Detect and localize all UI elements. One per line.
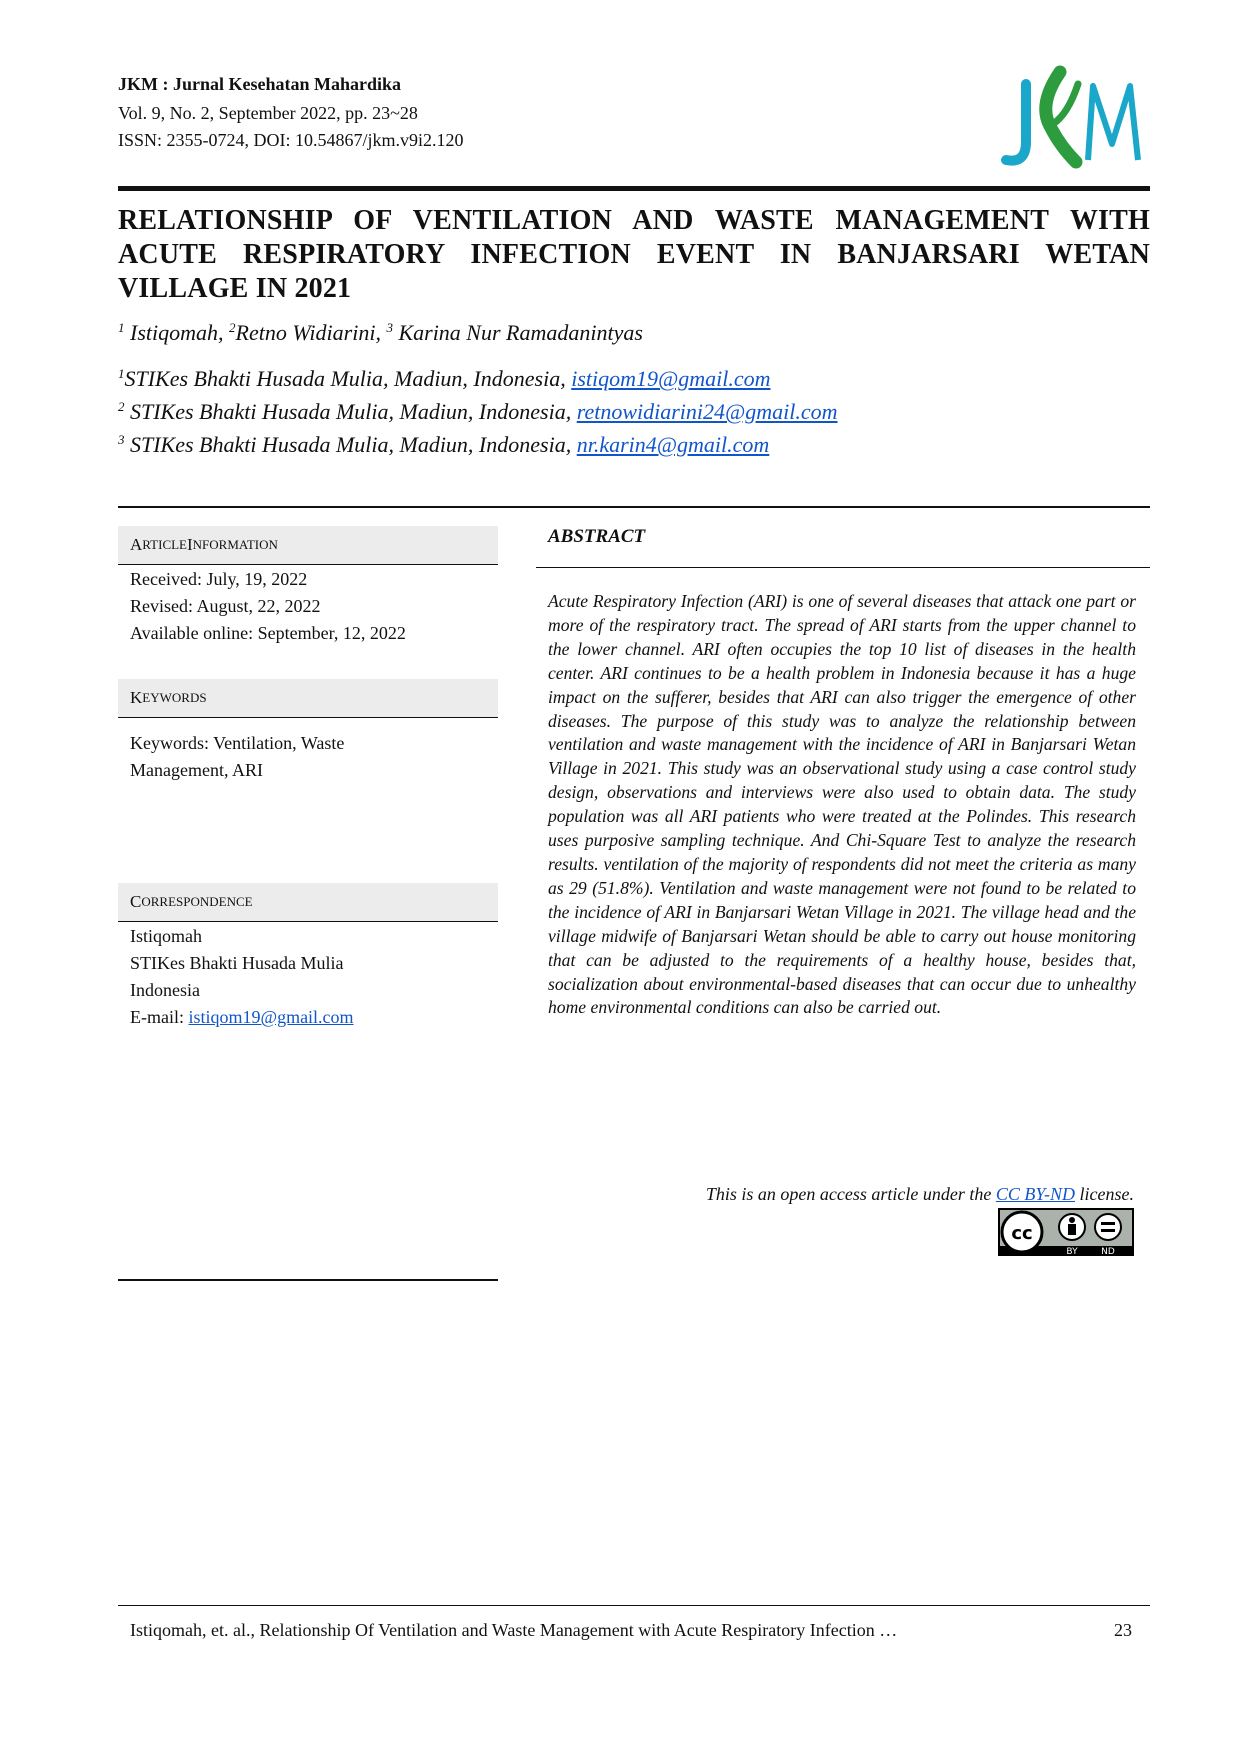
email-label: E-mail: xyxy=(130,1007,189,1027)
author-1: Istiqomah, xyxy=(124,320,229,345)
email-link[interactable]: istiqom19@gmail.com xyxy=(188,1007,354,1027)
email-link[interactable]: istiqom19@gmail.com xyxy=(571,366,771,391)
keywords-heading xyxy=(118,679,498,717)
journal-name: JKM : Jurnal Kesehatan Mahardika xyxy=(118,74,402,94)
section-rule xyxy=(118,921,498,922)
heading-cap: I xyxy=(187,535,193,554)
nd-label: ND xyxy=(1101,1247,1115,1256)
page-number: 23 xyxy=(1114,1620,1132,1640)
section-rule xyxy=(118,506,1150,508)
received-date: Received: July, 19, 2022 xyxy=(130,569,308,589)
email-link[interactable]: retnowidiarini24@gmail.com xyxy=(576,399,838,424)
heading-cap: C xyxy=(130,892,142,911)
journal-issn: ISSN: 2355-0724, DOI: 10.54867/jkm.v9i2.120 xyxy=(118,130,464,150)
abstract-heading: ABSTRACT xyxy=(548,526,646,547)
heading-cap: A xyxy=(130,535,143,554)
footer-rule xyxy=(118,1605,1150,1606)
heading-rest: RTICLE xyxy=(142,537,187,552)
heading-rest: EYWORDS xyxy=(142,690,207,705)
paper-title: RELATIONSHIP OF VENTILATION AND WASTE MANAGEMENT WITH ACUTE RESPIRATORY INFECTION EVENT IN BANJARSARI WETAN VILLAGE IN 2021 xyxy=(118,205,1150,304)
nd-icon xyxy=(1095,1214,1121,1240)
license-link[interactable]: CC BY-ND xyxy=(995,1184,1076,1204)
article-info-heading xyxy=(118,526,498,564)
available-date: Available online: September, 12, 2022 xyxy=(130,623,406,643)
license-prefix: This is an open access article under the xyxy=(705,1184,996,1204)
heading-cap: K xyxy=(130,688,143,707)
article-dates xyxy=(130,566,406,647)
header-rule xyxy=(118,186,1150,191)
affiliation-sup: 1 xyxy=(118,366,125,381)
affiliation-sup: 3 xyxy=(118,432,125,447)
correspondence-heading xyxy=(118,883,498,921)
abstract-rule xyxy=(536,567,1150,568)
license-notice xyxy=(706,1184,1134,1205)
journal-logo xyxy=(998,64,1150,174)
cc-by-nd-badge[interactable] xyxy=(998,1208,1134,1256)
revised-date: Revised: August, 22, 2022 xyxy=(130,596,321,616)
author-sup: 1 xyxy=(118,320,125,335)
left-column-end-rule xyxy=(118,1279,498,1281)
affiliation-text: STIKes Bhakti Husada Mulia, Madiun, Indonesia, xyxy=(124,399,577,424)
heading-rest: NFORMATION xyxy=(192,537,278,552)
journal-volume: Vol. 9, No. 2, September 2022, pp. 23~28 xyxy=(118,103,418,123)
by-label: BY xyxy=(1066,1247,1078,1256)
correspondence-country: Indonesia xyxy=(130,980,200,1000)
correspondence-details xyxy=(130,923,354,1031)
affiliation-text: STIKes Bhakti Husada Mulia, Madiun, Indonesia, xyxy=(124,366,572,391)
section-rule xyxy=(118,564,498,565)
author-sup: 3 xyxy=(386,320,393,335)
running-footer: Istiqomah, et. al., Relationship Of Ventilation and Waste Management with Acute Respiratory Infection … xyxy=(130,1620,898,1640)
email-link[interactable]: nr.karin4@gmail.com xyxy=(576,432,770,457)
abstract-text: Acute Respiratory Infection (ARI) is one of several diseases that attack one part or more of the respiratory tract. The spread of ARI starts from the upper channel to the lower channel. ARI often occupies the top 10 list of diseases in the health center. ARI continues to be a health problem in Indonesia because it has a huge impact on the sufferer, besides that ARI can also trigger the emergence of other diseases. The purpose of this study was to analyze the relationship between ventilation and waste management with the incidence of ARI in Banjarsari Wetan Village in 2021. This study was an observational study using a case control study design, observations and interviews were also used to obtain data. The study population was all ARI patients who were treated at the Polindes. This research uses purposive sampling technique. And Chi-Square Test to analyze the research results. ventilation of the majority of respondents did not meet the criteria as many as 29 (51.8%). Ventilation and waste management were not found to be related to the incidence of ARI in Banjarsari Wetan Village in 2021. The village head and the village midwife of Banjarsari Wetan should be able to carry out house monitoring that can be adjusted to the requirements of a healthy house, besides that, socialization about environmental-based diseases that can occur due to unhealthy home environmental conditions can also be carried out. xyxy=(548,591,1136,1018)
author-3: Karina Nur Ramadanintyas xyxy=(392,320,643,345)
correspondence-email xyxy=(130,1004,354,1031)
cc-label: cc xyxy=(1011,1223,1033,1244)
affiliation-sup: 2 xyxy=(118,399,125,414)
author-2: Retno Widiarini, xyxy=(235,320,387,345)
affiliation-2 xyxy=(118,399,838,425)
keywords-line: Keywords: Ventilation, Waste xyxy=(130,733,345,753)
section-rule xyxy=(118,717,498,718)
keywords-line: Management, ARI xyxy=(130,760,263,780)
authors xyxy=(118,320,643,346)
keywords-list xyxy=(130,730,344,784)
heading-rest: ORRESPONDENCE xyxy=(141,894,253,909)
affiliation-text: STIKes Bhakti Husada Mulia, Madiun, Indonesia, xyxy=(124,432,577,457)
correspondence-name: Istiqomah xyxy=(130,926,202,946)
affiliation-3 xyxy=(118,432,769,458)
license-suffix: license. xyxy=(1075,1184,1134,1204)
correspondence-institution: STIKes Bhakti Husada Mulia xyxy=(130,953,344,973)
affiliation-1 xyxy=(118,366,771,392)
author-sup: 2 xyxy=(229,320,236,335)
